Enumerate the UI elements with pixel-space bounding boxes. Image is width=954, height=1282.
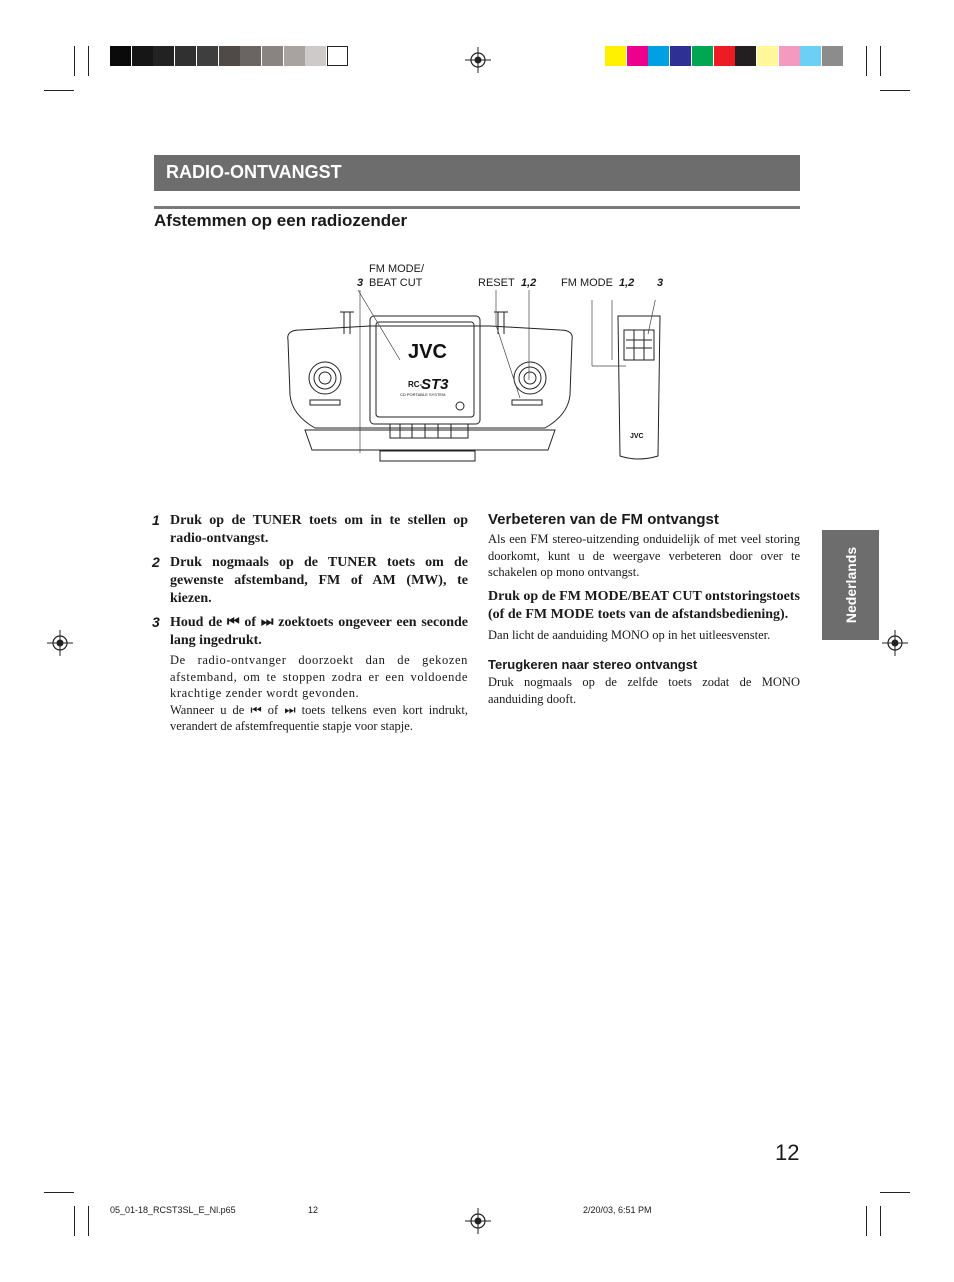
registration-mark-icon bbox=[882, 630, 908, 656]
callout-number: 3 bbox=[657, 277, 664, 289]
label-fm-mode-beat-cut: FM MODE/ BEAT CUT bbox=[369, 263, 424, 289]
page-number: 12 bbox=[775, 1140, 800, 1165]
label-reset: RESET bbox=[478, 277, 515, 289]
crop-mark bbox=[74, 46, 75, 76]
instruction-text: Druk op de FM MODE/BEAT CUT ontstoringstoets (of de FM MODE toets van de afstandsbediening). bbox=[488, 588, 800, 622]
skip-back-icon: ⏮ bbox=[250, 702, 262, 717]
remote-control-illustration bbox=[586, 300, 666, 460]
color-swatch bbox=[735, 46, 756, 66]
color-swatch bbox=[327, 46, 348, 66]
crop-mark bbox=[74, 1206, 75, 1236]
svg-text:JVC: JVC bbox=[630, 433, 644, 440]
crop-mark bbox=[44, 90, 74, 91]
svg-text:RC-: RC- bbox=[408, 380, 423, 389]
color-swatch bbox=[605, 46, 626, 66]
crop-mark bbox=[88, 1206, 89, 1236]
step-description: De radio-ontvanger doorzoekt dan de gekozen afstemband, om te stoppen zodra er een voldoende krachtige zender wordt gevonden. Wanneer u de ⏮ of ⏭ toets telkens even kort indrukt, verandert de afstemfrequentie stapje voor stapje. bbox=[170, 653, 469, 733]
skip-forward-icon: ⏭ bbox=[284, 702, 296, 717]
color-swatch bbox=[757, 46, 778, 66]
color-swatch bbox=[110, 46, 131, 66]
crop-mark bbox=[88, 46, 89, 76]
footer-date: 2/20/03, 6:51 PM bbox=[583, 1205, 652, 1215]
color-swatch bbox=[800, 46, 821, 66]
callout-number: 3 bbox=[357, 277, 364, 289]
callout-number: 1,2 bbox=[521, 277, 537, 289]
step-title: Druk nogmaals op de TUNER toets om de gewenste afstemband, FM of AM (MW), te kiezen. bbox=[170, 555, 468, 606]
footer-file: 05_01-18_RCST3SL_E_Nl.p65 bbox=[110, 1205, 236, 1215]
registration-mark-icon bbox=[465, 1208, 491, 1234]
color-swatch bbox=[648, 46, 669, 66]
step-title: Druk op de TUNER toets om in te stellen op radio-ontvangst. bbox=[170, 513, 468, 546]
fm-reception-section bbox=[488, 511, 800, 707]
color-swatch bbox=[670, 46, 691, 66]
step-title: Houd de ⏮ of ⏭ zoektoets ongeveer een seconde lang ingedrukt. bbox=[170, 615, 469, 648]
color-swatch bbox=[175, 46, 196, 66]
color-swatch bbox=[197, 46, 218, 66]
registration-mark-icon bbox=[47, 630, 73, 656]
crop-mark bbox=[880, 1206, 881, 1236]
callout-number: 1,2 bbox=[619, 277, 635, 289]
svg-text:CD PORTABLE SYSTEM: CD PORTABLE SYSTEM bbox=[400, 392, 446, 397]
language-tab: Nederlands bbox=[822, 530, 879, 640]
crop-mark bbox=[880, 46, 881, 76]
crop-mark bbox=[44, 1192, 74, 1193]
color-swatch bbox=[240, 46, 261, 66]
subheading: Afstemmen op een radiozender bbox=[154, 211, 408, 230]
step-3 bbox=[152, 614, 468, 735]
registration-mark-icon bbox=[465, 47, 491, 73]
color-swatch bbox=[714, 46, 735, 66]
divider bbox=[154, 206, 800, 209]
step-number: 2 bbox=[152, 554, 160, 570]
section-heading: Verbeteren van de FM ontvangst bbox=[488, 511, 719, 528]
step-2 bbox=[152, 554, 468, 608]
color-swatch bbox=[262, 46, 283, 66]
label-fm-mode: FM MODE bbox=[561, 277, 613, 289]
boombox-illustration bbox=[280, 290, 580, 465]
instruction-steps bbox=[152, 512, 468, 741]
color-swatch bbox=[822, 46, 843, 66]
crop-mark bbox=[880, 90, 910, 91]
footer-page: 12 bbox=[308, 1205, 319, 1215]
color-swatch bbox=[132, 46, 153, 66]
intro-text: Als een FM stereo-uitzending onduidelijk of met veel storing doorkomt, kunt u de weergave verbeteren door over te schakelen op mono ontvangst. bbox=[488, 532, 800, 579]
step-1 bbox=[152, 512, 468, 548]
result-text: Dan licht de aanduiding MONO op in het uitleesvenster. bbox=[488, 627, 771, 642]
color-swatch bbox=[153, 46, 174, 66]
section-title: RADIO-ONTVANGST bbox=[154, 155, 800, 191]
skip-forward-icon: ⏭ bbox=[260, 615, 274, 630]
step-number: 3 bbox=[152, 614, 160, 630]
color-swatch bbox=[627, 46, 648, 66]
skip-back-icon: ⏮ bbox=[227, 615, 240, 630]
sub-heading: Terugkeren naar stereo ontvangst bbox=[488, 657, 698, 672]
crop-mark bbox=[880, 1192, 910, 1193]
step-number: 1 bbox=[152, 512, 160, 528]
color-swatch bbox=[305, 46, 326, 66]
crop-mark bbox=[866, 46, 867, 76]
sub-text: Druk nogmaals op de zelfde toets zodat de MONO aanduiding dooft. bbox=[488, 675, 800, 706]
color-swatch bbox=[219, 46, 240, 66]
brand-logo: JVC bbox=[408, 341, 447, 363]
color-swatch bbox=[284, 46, 305, 66]
color-swatch bbox=[692, 46, 713, 66]
color-swatch bbox=[779, 46, 800, 66]
svg-text:ST3: ST3 bbox=[421, 376, 449, 393]
crop-mark bbox=[866, 1206, 867, 1236]
